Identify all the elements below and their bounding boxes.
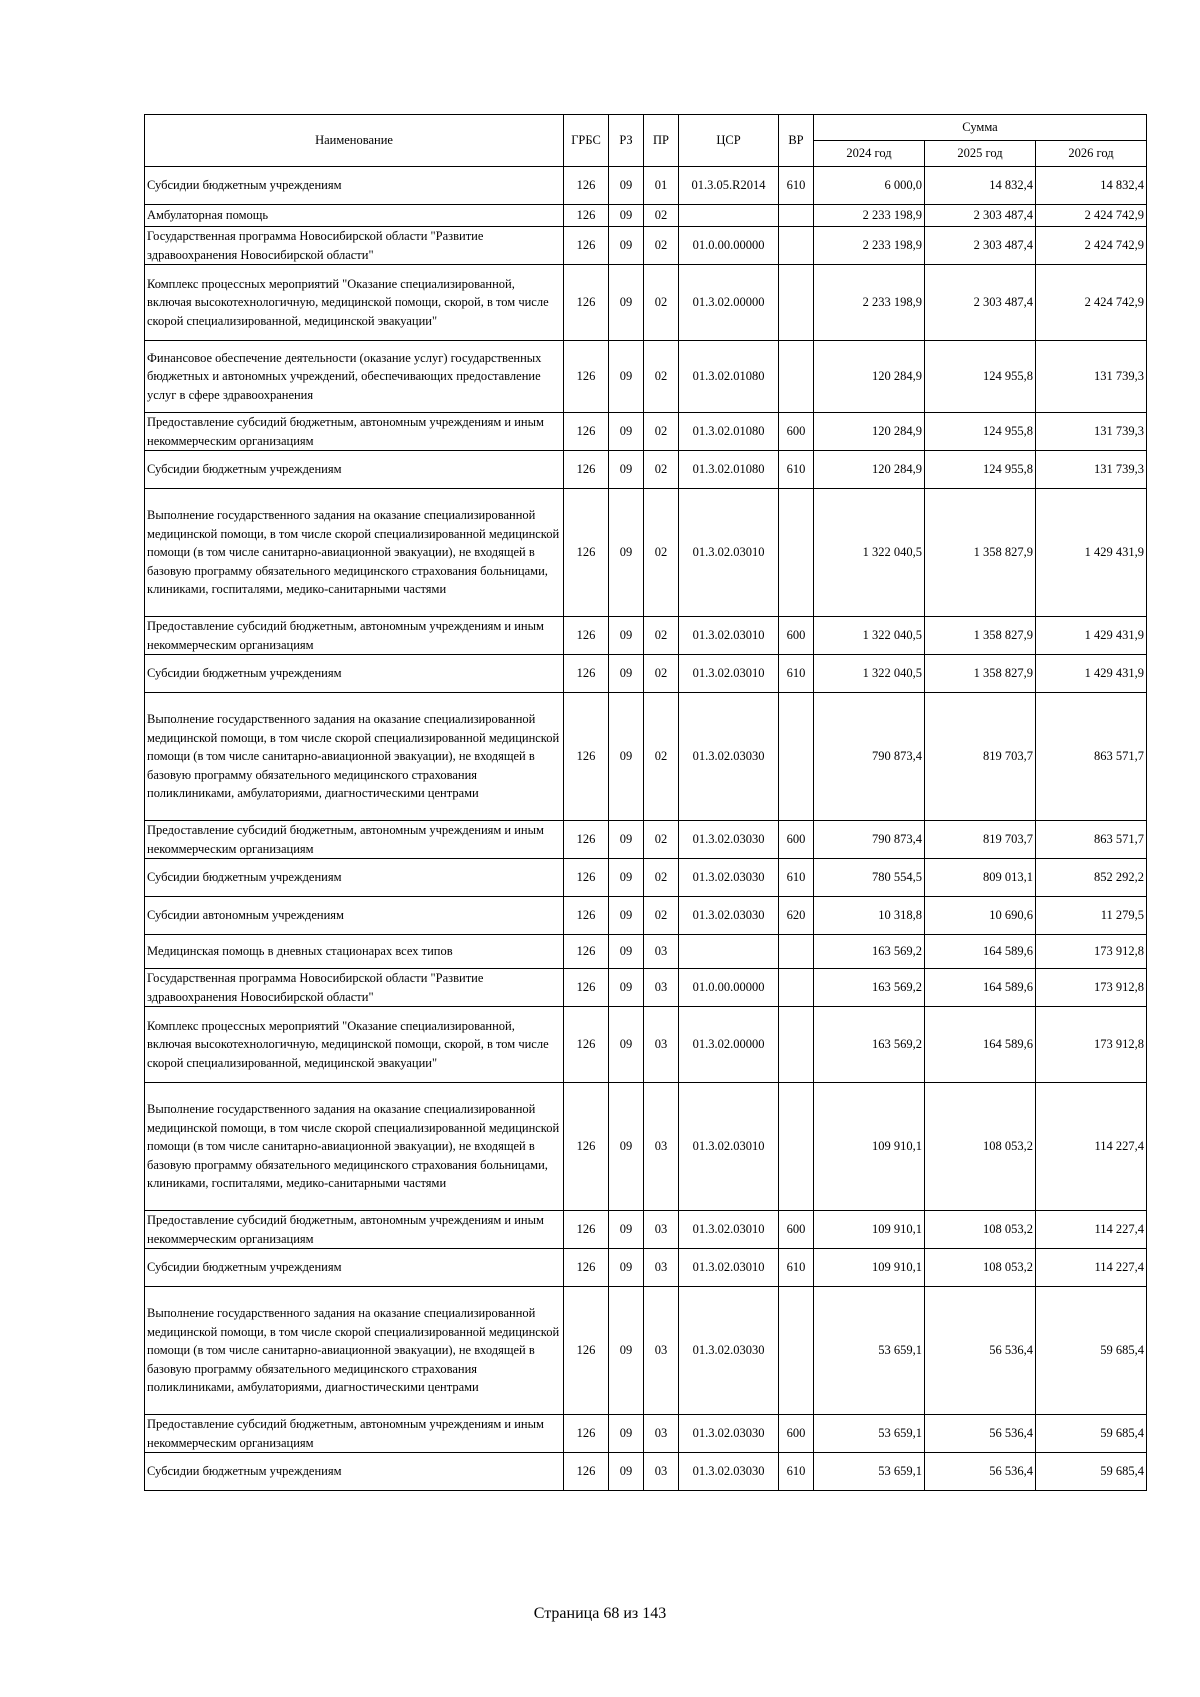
cell-vr: 610	[779, 859, 814, 897]
table-row	[145, 167, 1147, 205]
cell-sum-2024: 1 322 040,5	[814, 655, 925, 693]
cell-name: Субсидии бюджетным учреждениям	[145, 167, 564, 205]
cell-name: Предоставление субсидий бюджетным, автономным учреждениям и иным некоммерческим организациям	[145, 821, 564, 859]
cell-sum-2024: 790 873,4	[814, 693, 925, 821]
cell-sum-2026: 1 429 431,9	[1036, 617, 1147, 655]
cell-name: Субсидии бюджетным учреждениям	[145, 655, 564, 693]
page-number: Страница 68 из 143	[533, 1605, 667, 1622]
cell-rz: 09	[609, 227, 644, 265]
header-grbs: ГРБС	[564, 115, 609, 167]
table-row	[145, 205, 1147, 227]
cell-rz: 09	[609, 1211, 644, 1249]
cell-rz: 09	[609, 969, 644, 1007]
cell-name: Субсидии бюджетным учреждениям	[145, 1249, 564, 1287]
cell-csr: 01.3.02.03010	[679, 617, 779, 655]
cell-name: Предоставление субсидий бюджетным, автономным учреждениям и иным некоммерческим организациям	[145, 617, 564, 655]
cell-rz: 09	[609, 1007, 644, 1083]
table-header	[145, 115, 1147, 167]
cell-name: Государственная программа Новосибирской области "Развитие здравоохранения Новосибирской области"	[145, 227, 564, 265]
cell-name: Субсидии бюджетным учреждениям	[145, 859, 564, 897]
cell-grbs: 126	[564, 489, 609, 617]
cell-pr: 02	[644, 693, 679, 821]
cell-name: Государственная программа Новосибирской области "Развитие здравоохранения Новосибирской области"	[145, 969, 564, 1007]
cell-rz: 09	[609, 859, 644, 897]
cell-sum-2026: 1 429 431,9	[1036, 489, 1147, 617]
cell-grbs: 126	[564, 1083, 609, 1211]
cell-name: Выполнение государственного задания на оказание специализированной медицинской помощи, в том числе скорой специализированной медицинской помощи (в том числе санитарно-авиационной эвакуации), не входящей в базовую программу обязательного медицинского страхования больницами, клиниками, госпиталями, медико-санитарными частями	[145, 489, 564, 617]
cell-csr	[679, 935, 779, 969]
cell-csr: 01.0.00.00000	[679, 969, 779, 1007]
cell-sum-2026: 2 424 742,9	[1036, 265, 1147, 341]
cell-name: Выполнение государственного задания на оказание специализированной медицинской помощи, в том числе скорой специализированной медицинской помощи (в том числе санитарно-авиационной эвакуации), не входящей в базовую программу обязательного медицинского страхования больницами, клиниками, госпиталями, медико-санитарными частями	[145, 1083, 564, 1211]
cell-csr: 01.3.02.00000	[679, 265, 779, 341]
cell-pr: 02	[644, 227, 679, 265]
cell-sum-2025: 10 690,6	[925, 897, 1036, 935]
cell-pr: 02	[644, 489, 679, 617]
cell-sum-2025: 56 536,4	[925, 1287, 1036, 1415]
cell-rz: 09	[609, 1453, 644, 1491]
table-row	[145, 1083, 1147, 1211]
cell-sum-2026: 131 739,3	[1036, 413, 1147, 451]
cell-grbs: 126	[564, 859, 609, 897]
cell-csr: 01.3.02.01080	[679, 413, 779, 451]
cell-sum-2024: 10 318,8	[814, 897, 925, 935]
cell-pr: 03	[644, 1249, 679, 1287]
cell-sum-2024: 53 659,1	[814, 1415, 925, 1453]
cell-vr	[779, 341, 814, 413]
cell-rz: 09	[609, 935, 644, 969]
cell-sum-2024: 2 233 198,9	[814, 227, 925, 265]
table-row	[145, 341, 1147, 413]
cell-sum-2025: 124 955,8	[925, 341, 1036, 413]
cell-vr	[779, 969, 814, 1007]
cell-grbs: 126	[564, 265, 609, 341]
header-year-2026: 2026 год	[1036, 141, 1147, 167]
cell-name: Выполнение государственного задания на оказание специализированной медицинской помощи, в том числе скорой специализированной медицинской помощи (в том числе санитарно-авиационной эвакуации), не входящей в базовую программу обязательного медицинского страхования поликлиниками, амбулаториями, диагностическими центрами	[145, 693, 564, 821]
table-row	[145, 1007, 1147, 1083]
cell-grbs: 126	[564, 655, 609, 693]
cell-vr	[779, 205, 814, 227]
cell-grbs: 126	[564, 935, 609, 969]
cell-vr	[779, 1083, 814, 1211]
cell-sum-2026: 59 685,4	[1036, 1453, 1147, 1491]
cell-vr: 600	[779, 1211, 814, 1249]
cell-sum-2025: 164 589,6	[925, 1007, 1036, 1083]
cell-sum-2026: 852 292,2	[1036, 859, 1147, 897]
cell-grbs: 126	[564, 341, 609, 413]
table-row	[145, 265, 1147, 341]
cell-sum-2025: 164 589,6	[925, 935, 1036, 969]
cell-pr: 03	[644, 1415, 679, 1453]
cell-rz: 09	[609, 1287, 644, 1415]
cell-pr: 02	[644, 821, 679, 859]
cell-grbs: 126	[564, 1007, 609, 1083]
cell-sum-2026: 131 739,3	[1036, 341, 1147, 413]
cell-csr	[679, 205, 779, 227]
cell-csr: 01.3.02.03010	[679, 489, 779, 617]
cell-pr: 02	[644, 205, 679, 227]
cell-sum-2024: 109 910,1	[814, 1211, 925, 1249]
table-row	[145, 821, 1147, 859]
header-csr: ЦСР	[679, 115, 779, 167]
cell-vr: 610	[779, 1249, 814, 1287]
cell-name: Предоставление субсидий бюджетным, автономным учреждениям и иным некоммерческим организациям	[145, 1211, 564, 1249]
cell-vr	[779, 935, 814, 969]
cell-csr: 01.3.02.03030	[679, 1287, 779, 1415]
cell-vr: 610	[779, 451, 814, 489]
cell-csr: 01.3.02.03010	[679, 1249, 779, 1287]
cell-pr: 03	[644, 1287, 679, 1415]
cell-sum-2026: 59 685,4	[1036, 1415, 1147, 1453]
budget-table-container	[144, 114, 1146, 1491]
cell-name: Предоставление субсидий бюджетным, автономным учреждениям и иным некоммерческим организациям	[145, 1415, 564, 1453]
cell-sum-2025: 1 358 827,9	[925, 617, 1036, 655]
cell-sum-2025: 819 703,7	[925, 693, 1036, 821]
cell-sum-2025: 2 303 487,4	[925, 205, 1036, 227]
cell-sum-2025: 1 358 827,9	[925, 655, 1036, 693]
cell-csr: 01.3.02.01080	[679, 341, 779, 413]
cell-rz: 09	[609, 341, 644, 413]
cell-rz: 09	[609, 1415, 644, 1453]
cell-rz: 09	[609, 821, 644, 859]
cell-csr: 01.3.02.03030	[679, 693, 779, 821]
header-year-2025: 2025 год	[925, 141, 1036, 167]
table-row	[145, 1287, 1147, 1415]
table-row	[145, 693, 1147, 821]
header-rz: РЗ	[609, 115, 644, 167]
cell-sum-2024: 2 233 198,9	[814, 265, 925, 341]
table-body	[145, 167, 1147, 1491]
cell-grbs: 126	[564, 821, 609, 859]
cell-pr: 02	[644, 265, 679, 341]
cell-sum-2024: 120 284,9	[814, 451, 925, 489]
cell-grbs: 126	[564, 1453, 609, 1491]
cell-csr: 01.3.02.03030	[679, 1415, 779, 1453]
cell-pr: 03	[644, 1007, 679, 1083]
cell-vr: 600	[779, 821, 814, 859]
cell-vr	[779, 265, 814, 341]
header-pr: ПР	[644, 115, 679, 167]
cell-csr: 01.3.02.01080	[679, 451, 779, 489]
cell-csr: 01.3.02.03010	[679, 1083, 779, 1211]
cell-pr: 02	[644, 617, 679, 655]
cell-sum-2025: 2 303 487,4	[925, 265, 1036, 341]
cell-grbs: 126	[564, 451, 609, 489]
cell-sum-2025: 1 358 827,9	[925, 489, 1036, 617]
cell-sum-2026: 114 227,4	[1036, 1211, 1147, 1249]
cell-sum-2026: 1 429 431,9	[1036, 655, 1147, 693]
cell-csr: 01.3.02.03030	[679, 1453, 779, 1491]
cell-vr	[779, 1007, 814, 1083]
table-row	[145, 227, 1147, 265]
cell-sum-2026: 863 571,7	[1036, 693, 1147, 821]
cell-csr: 01.3.02.03030	[679, 897, 779, 935]
cell-name: Финансовое обеспечение деятельности (оказание услуг) государственных бюджетных и автономных учреждений, обеспечивающих предоставление услуг в сфере здравоохранения	[145, 341, 564, 413]
cell-rz: 09	[609, 205, 644, 227]
cell-pr: 02	[644, 859, 679, 897]
cell-name: Предоставление субсидий бюджетным, автономным учреждениям и иным некоммерческим организациям	[145, 413, 564, 451]
cell-csr: 01.3.02.03030	[679, 859, 779, 897]
cell-name: Медицинская помощь в дневных стационарах всех типов	[145, 935, 564, 969]
cell-grbs: 126	[564, 1249, 609, 1287]
cell-vr: 610	[779, 167, 814, 205]
cell-sum-2025: 108 053,2	[925, 1211, 1036, 1249]
cell-pr: 03	[644, 935, 679, 969]
cell-sum-2026: 14 832,4	[1036, 167, 1147, 205]
cell-name: Субсидии автономным учреждениям	[145, 897, 564, 935]
table-row	[145, 413, 1147, 451]
cell-sum-2025: 2 303 487,4	[925, 227, 1036, 265]
cell-vr: 600	[779, 413, 814, 451]
cell-sum-2024: 120 284,9	[814, 341, 925, 413]
cell-rz: 09	[609, 1083, 644, 1211]
cell-vr: 610	[779, 1453, 814, 1491]
cell-sum-2025: 124 955,8	[925, 451, 1036, 489]
cell-rz: 09	[609, 897, 644, 935]
cell-name: Амбулаторная помощь	[145, 205, 564, 227]
cell-name: Субсидии бюджетным учреждениям	[145, 1453, 564, 1491]
cell-sum-2025: 56 536,4	[925, 1453, 1036, 1491]
cell-rz: 09	[609, 693, 644, 821]
cell-sum-2025: 108 053,2	[925, 1249, 1036, 1287]
cell-vr: 620	[779, 897, 814, 935]
cell-vr	[779, 693, 814, 821]
cell-sum-2026: 173 912,8	[1036, 969, 1147, 1007]
cell-sum-2026: 173 912,8	[1036, 935, 1147, 969]
cell-sum-2024: 53 659,1	[814, 1453, 925, 1491]
cell-sum-2026: 173 912,8	[1036, 1007, 1147, 1083]
cell-pr: 02	[644, 655, 679, 693]
cell-sum-2024: 53 659,1	[814, 1287, 925, 1415]
cell-vr	[779, 1287, 814, 1415]
cell-csr: 01.0.00.00000	[679, 227, 779, 265]
cell-rz: 09	[609, 413, 644, 451]
cell-csr: 01.3.02.03010	[679, 1211, 779, 1249]
cell-csr: 01.3.02.00000	[679, 1007, 779, 1083]
cell-grbs: 126	[564, 167, 609, 205]
cell-sum-2024: 780 554,5	[814, 859, 925, 897]
table-row	[145, 617, 1147, 655]
cell-sum-2026: 2 424 742,9	[1036, 205, 1147, 227]
cell-pr: 02	[644, 897, 679, 935]
cell-grbs: 126	[564, 227, 609, 265]
cell-sum-2025: 108 053,2	[925, 1083, 1036, 1211]
table-row	[145, 969, 1147, 1007]
cell-vr: 600	[779, 1415, 814, 1453]
cell-pr: 03	[644, 1453, 679, 1491]
table-row	[145, 1453, 1147, 1491]
cell-grbs: 126	[564, 693, 609, 821]
cell-sum-2024: 163 569,2	[814, 1007, 925, 1083]
cell-sum-2026: 11 279,5	[1036, 897, 1147, 935]
cell-sum-2024: 109 910,1	[814, 1249, 925, 1287]
cell-sum-2024: 1 322 040,5	[814, 489, 925, 617]
cell-sum-2024: 163 569,2	[814, 969, 925, 1007]
table-row	[145, 451, 1147, 489]
cell-sum-2024: 120 284,9	[814, 413, 925, 451]
cell-pr: 03	[644, 1211, 679, 1249]
cell-rz: 09	[609, 617, 644, 655]
cell-vr: 600	[779, 617, 814, 655]
cell-sum-2025: 124 955,8	[925, 413, 1036, 451]
header-year-2024: 2024 год	[814, 141, 925, 167]
cell-grbs: 126	[564, 413, 609, 451]
cell-pr: 02	[644, 341, 679, 413]
table-row	[145, 859, 1147, 897]
cell-rz: 09	[609, 655, 644, 693]
cell-rz: 09	[609, 1249, 644, 1287]
cell-sum-2025: 56 536,4	[925, 1415, 1036, 1453]
cell-sum-2025: 164 589,6	[925, 969, 1036, 1007]
cell-grbs: 126	[564, 969, 609, 1007]
cell-sum-2025: 809 013,1	[925, 859, 1036, 897]
cell-sum-2026: 59 685,4	[1036, 1287, 1147, 1415]
cell-grbs: 126	[564, 897, 609, 935]
cell-sum-2025: 14 832,4	[925, 167, 1036, 205]
cell-rz: 09	[609, 451, 644, 489]
cell-pr: 03	[644, 969, 679, 1007]
table-row	[145, 1249, 1147, 1287]
cell-pr: 03	[644, 1083, 679, 1211]
cell-name: Комплекс процессных мероприятий "Оказание специализированной, включая высокотехнологичную, медицинской помощи, скорой, в том числе скорой специализированной, медицинской эвакуации"	[145, 1007, 564, 1083]
cell-sum-2026: 2 424 742,9	[1036, 227, 1147, 265]
cell-csr: 01.3.02.03010	[679, 655, 779, 693]
cell-pr: 01	[644, 167, 679, 205]
header-sum: Сумма	[814, 115, 1147, 141]
table-row	[145, 897, 1147, 935]
header-name: Наименование	[145, 115, 564, 167]
table-row	[145, 489, 1147, 617]
cell-pr: 02	[644, 451, 679, 489]
cell-sum-2024: 1 322 040,5	[814, 617, 925, 655]
cell-name: Выполнение государственного задания на оказание специализированной медицинской помощи, в том числе скорой специализированной медицинской помощи (в том числе санитарно-авиационной эвакуации), не входящей в базовую программу обязательного медицинского страхования поликлиниками, амбулаториями, диагностическими центрами	[145, 1287, 564, 1415]
cell-csr: 01.3.02.03030	[679, 821, 779, 859]
cell-sum-2026: 131 739,3	[1036, 451, 1147, 489]
cell-sum-2025: 819 703,7	[925, 821, 1036, 859]
cell-grbs: 126	[564, 1287, 609, 1415]
cell-sum-2024: 6 000,0	[814, 167, 925, 205]
table-row	[145, 655, 1147, 693]
cell-vr: 610	[779, 655, 814, 693]
cell-sum-2026: 863 571,7	[1036, 821, 1147, 859]
cell-grbs: 126	[564, 205, 609, 227]
cell-rz: 09	[609, 265, 644, 341]
cell-csr: 01.3.05.R2014	[679, 167, 779, 205]
cell-sum-2024: 790 873,4	[814, 821, 925, 859]
cell-sum-2024: 109 910,1	[814, 1083, 925, 1211]
table-row	[145, 935, 1147, 969]
cell-pr: 02	[644, 413, 679, 451]
cell-rz: 09	[609, 489, 644, 617]
cell-vr	[779, 489, 814, 617]
cell-vr	[779, 227, 814, 265]
budget-table	[144, 114, 1147, 1491]
header-vr: ВР	[779, 115, 814, 167]
cell-sum-2026: 114 227,4	[1036, 1249, 1147, 1287]
cell-rz: 09	[609, 167, 644, 205]
cell-grbs: 126	[564, 1415, 609, 1453]
cell-grbs: 126	[564, 617, 609, 655]
cell-sum-2024: 2 233 198,9	[814, 205, 925, 227]
table-row	[145, 1415, 1147, 1453]
table-row	[145, 1211, 1147, 1249]
cell-grbs: 126	[564, 1211, 609, 1249]
cell-name: Комплекс процессных мероприятий "Оказание специализированной, включая высокотехнологичную, медицинской помощи, скорой, в том числе скорой специализированной, медицинской эвакуации"	[145, 265, 564, 341]
cell-sum-2026: 114 227,4	[1036, 1083, 1147, 1211]
cell-sum-2024: 163 569,2	[814, 935, 925, 969]
cell-name: Субсидии бюджетным учреждениям	[145, 451, 564, 489]
